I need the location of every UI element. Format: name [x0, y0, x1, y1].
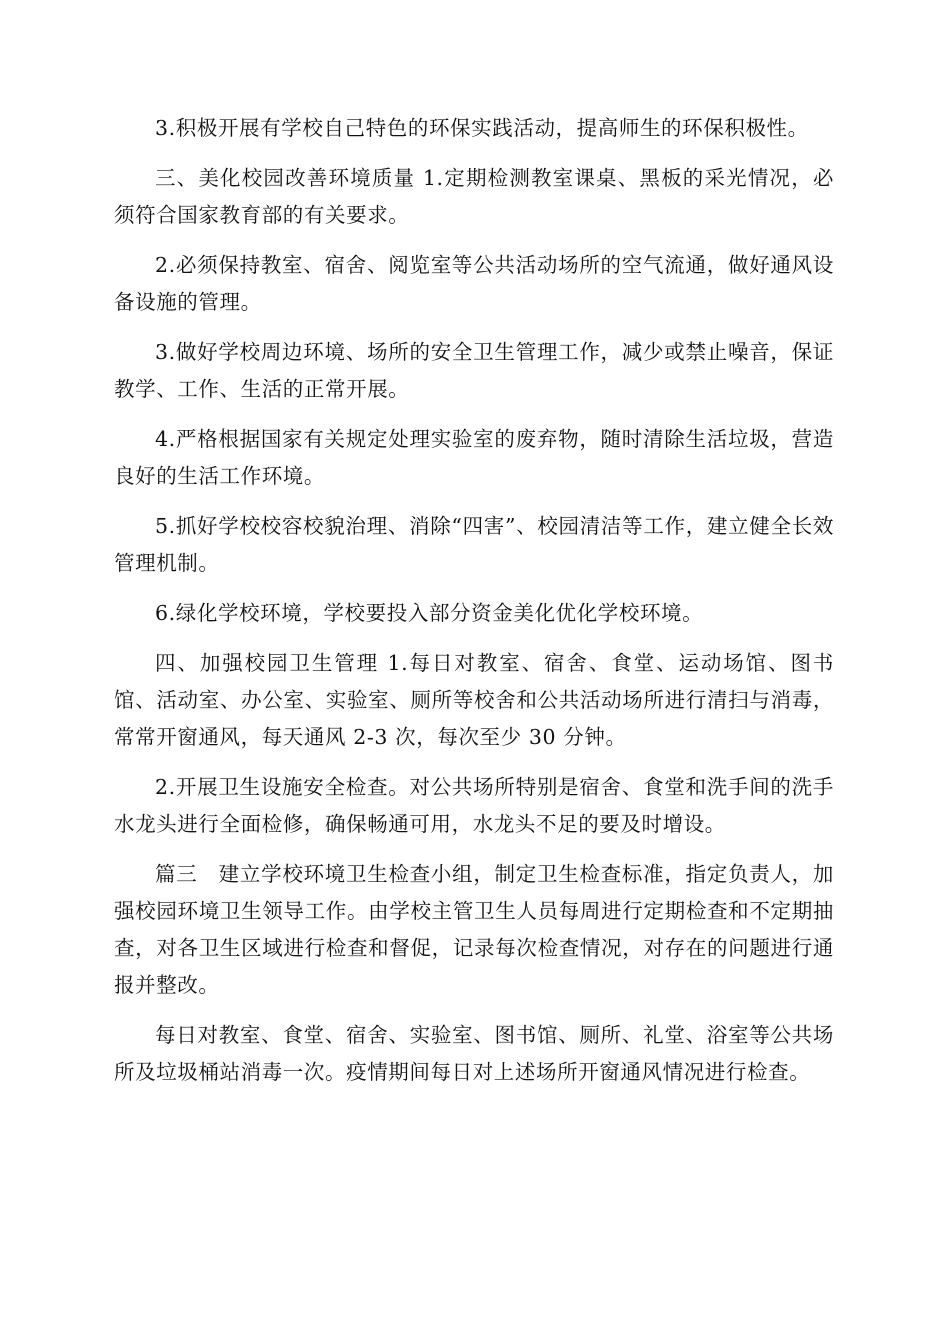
- paragraph: 2.必须保持教室、宿舍、阅览室等公共活动场所的空气流通，做好通风设备设施的管理。: [114, 253, 834, 314]
- paragraph: 3.积极开展有学校自己特色的环保实践活动，提高师生的环保积极性。: [155, 116, 809, 140]
- paragraph: 篇三 建立学校环境卫生检查小组，制定卫生检查标准，指定负责人，加强校园环境卫生领导工作。由学校主管卫生人员每周进行定期检查和不定期抽查，对各卫生区域进行检查和督促，记录每次检查情况，对存在的问题进行通报并整改。: [114, 862, 834, 997]
- paragraph: 6.绿化学校环境，学校要投入部分资金美化优化学校环境。: [155, 601, 704, 625]
- paragraph: 5.抓好学校校容校貌治理、消除“四害”、校园清洁等工作，建立健全长效管理机制。: [114, 514, 834, 575]
- paragraph: 4.严格根据国家有关规定处理实验室的废弃物，随时清除生活垃圾，营造良好的生活工作环境。: [114, 427, 834, 488]
- paragraph: 四、加强校园卫生管理 1.每日对教室、宿舍、食堂、运动场馆、图书馆、活动室、办公室、实验室、厕所等校舍和公共活动场所进行清扫与消毒，常常开窗通风，每天通风 2-3 次，每次至少 30 分钟。: [114, 651, 834, 749]
- paragraph: 3.做好学校周边环境、场所的安全卫生管理工作，减少或禁止噪音，保证教学、工作、生活的正常开展。: [114, 340, 834, 401]
- paragraph: 每日对教室、食堂、宿舍、实验室、图书馆、厕所、礼堂、浴室等公共场所及垃圾桶站消毒一次。疫情期间每日对上述场所开窗通风情况进行检查。: [114, 1023, 834, 1084]
- paragraph: 2.开展卫生设施安全检查。对公共场所特别是宿舍、食堂和洗手间的洗手水龙头进行全面检修，确保畅通可用，水龙头不足的要及时增设。: [114, 775, 834, 836]
- paragraph: 三、美化校园改善环境质量 1.定期检测教室课桌、黑板的采光情况，必须符合国家教育部的有关要求。: [114, 166, 834, 227]
- document-page: [114, 110, 834, 1104]
